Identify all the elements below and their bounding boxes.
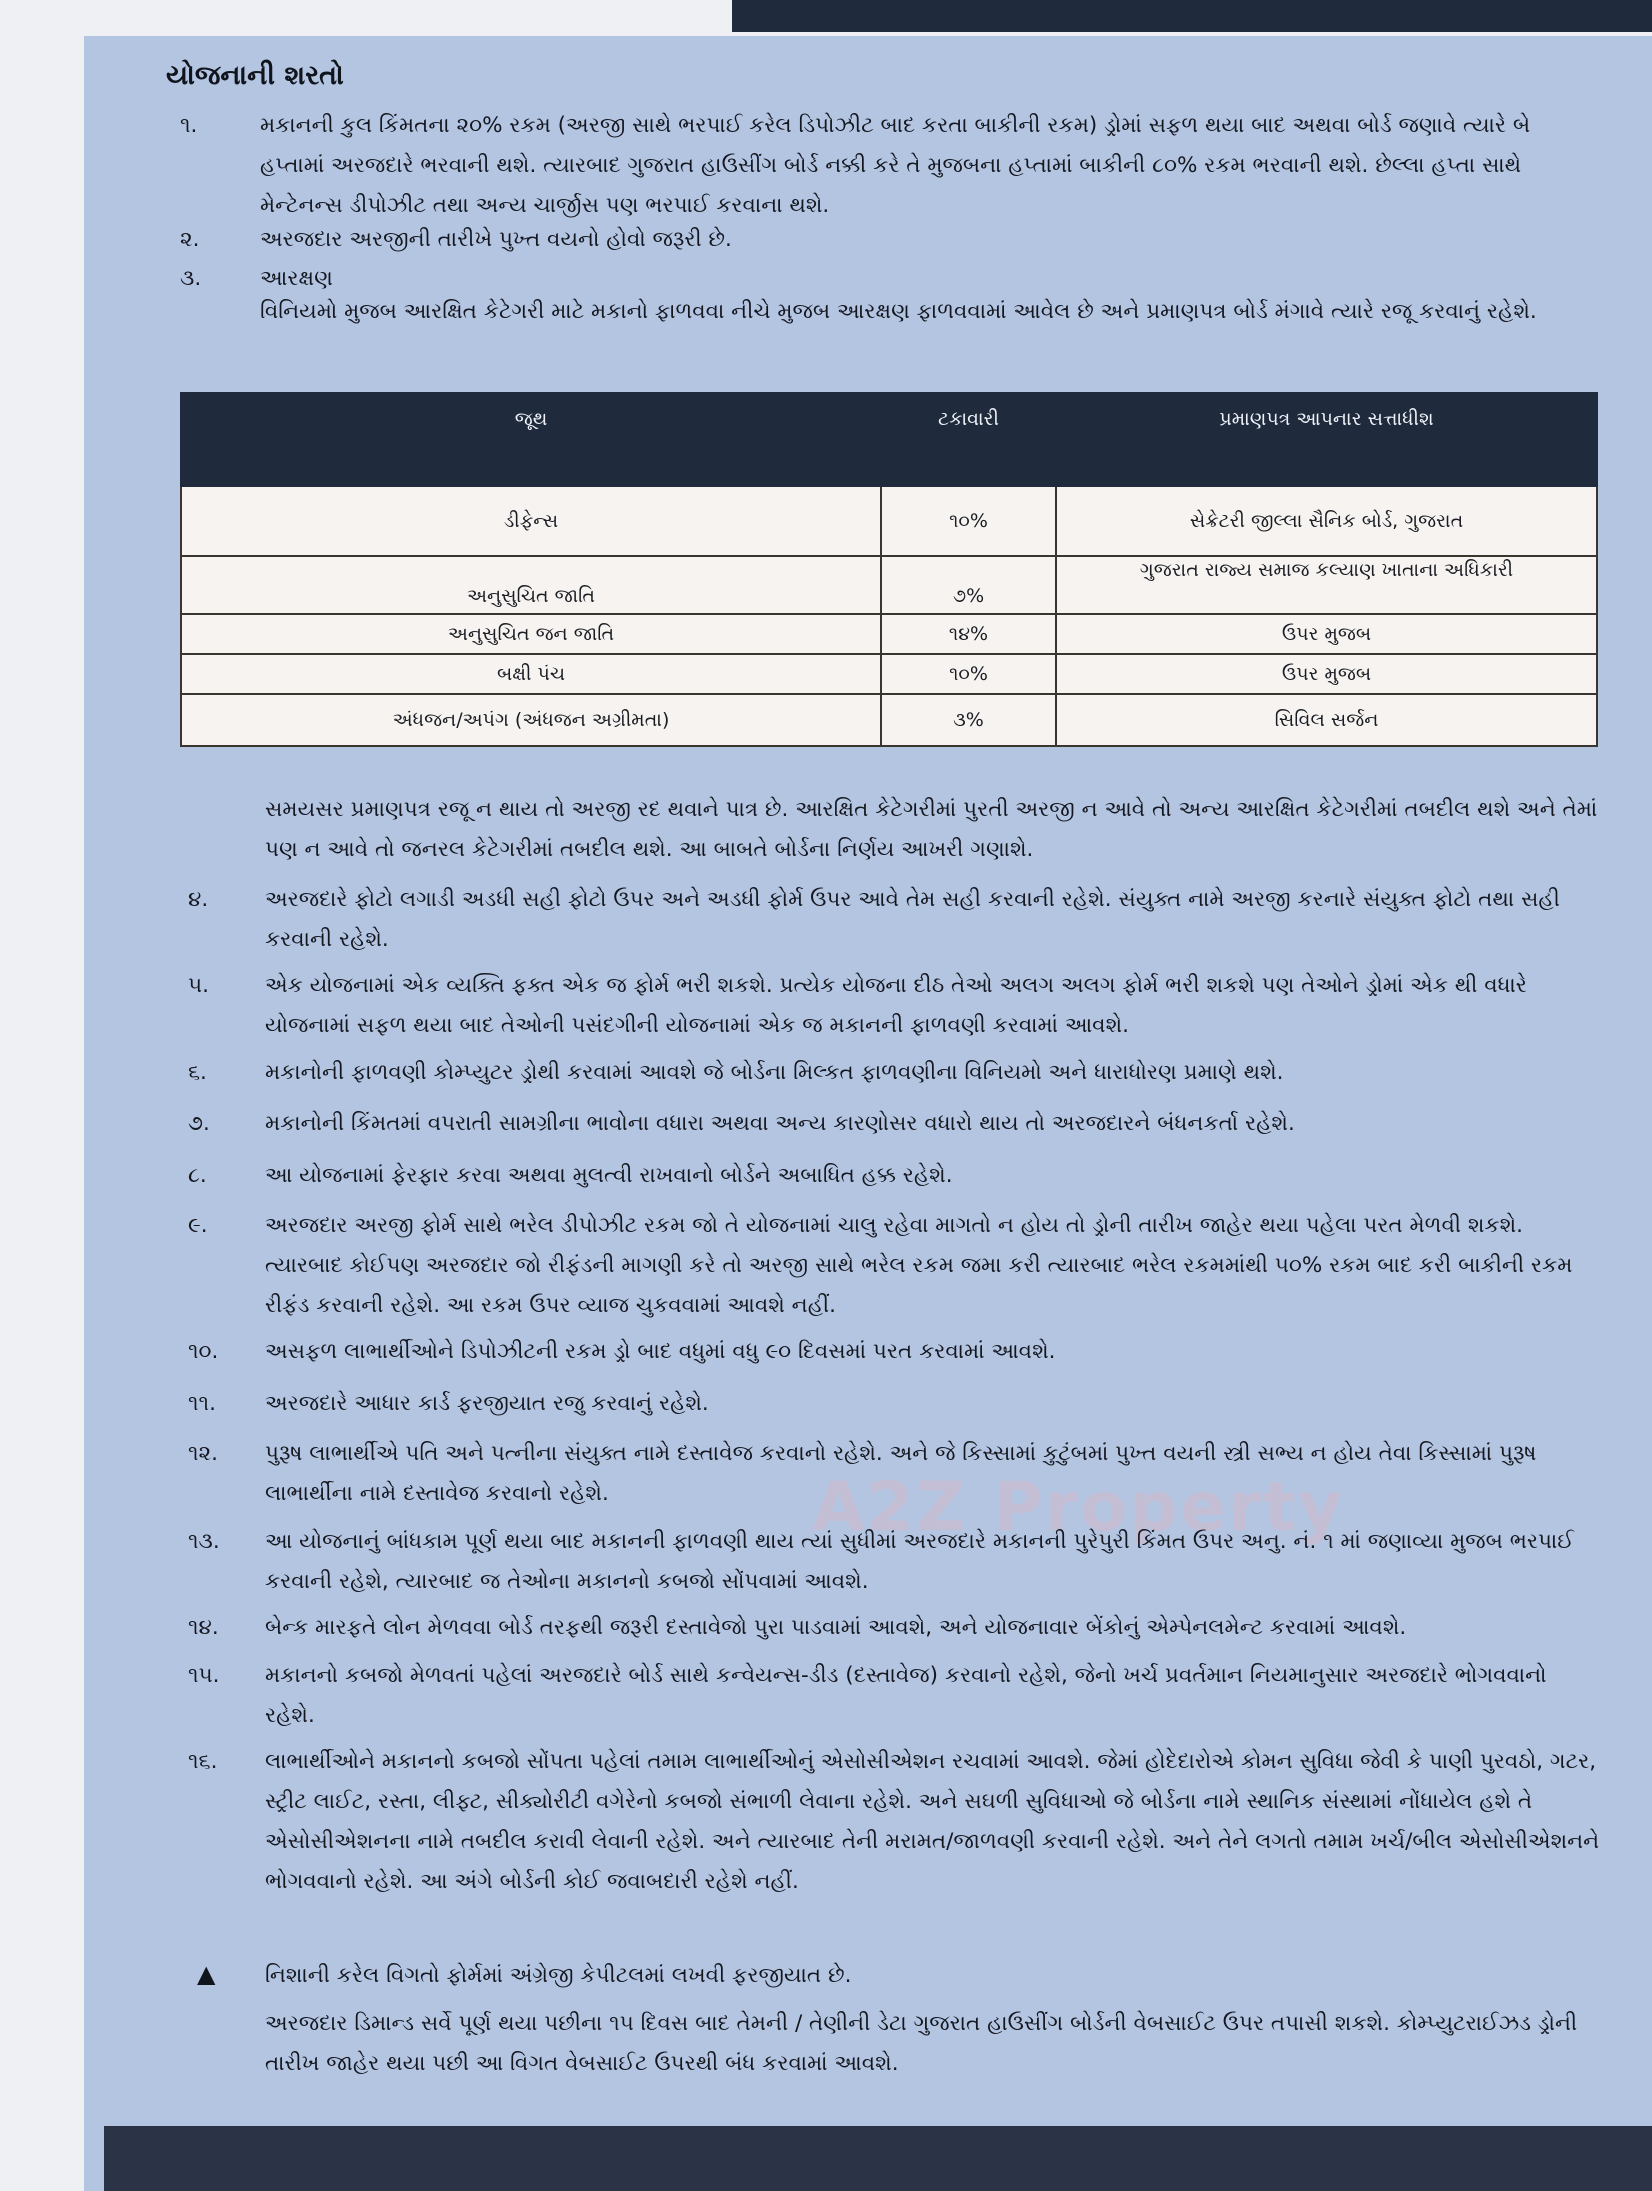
term-text: અરજદારે આધાર કાર્ડ ફરજીયાત રજુ કરવાનું રહેશે.: [265, 1391, 709, 1416]
term-text: બેન્ક મારફતે લોન મેળવવા બોર્ડ તરફથી જરૂરી દસ્તાવેજો પુરા પાડવામાં આવશે, અને યોજનાવાર બેંકોનું એમ્પેનલમેન્ટ કરવામાં આવશે.: [265, 1615, 1407, 1640]
header-group: જૂથ: [181, 393, 881, 486]
term-text: એક યોજનામાં એક વ્યક્તિ ફક્ત એક જ ફોર્મ ભરી શકશે. પ્રત્યેક યોજના દીઠ તેઓ અલગ અલગ ફોર્મ ભરી શકશે પણ તેઓને ડ્રોમાં એક થી વધારે યોજનામાં સફળ થયા બાદ તેઓની પસંદગીની યોજનામાં એક જ મકાનની ફાળવણી કરવામાં આવશે.: [265, 973, 1527, 1038]
term-text: અરજદારે ફોટો લગાડી અડધી સહી ફોટો ઉપર અને અડધી ફોર્મ ઉપર આવે તેમ સહી કરવાની રહેશે. સંયુક્ત નામે અરજી કરનારે સંયુક્ત ફોટો તથા સહી કરવાની રહેશે.: [265, 887, 1560, 952]
term-text: લાભાર્થીઓને મકાનનો કબજો સોંપતા પહેલાં તમામ લાભાર્થીઓનું એસોસીએશન રચવામાં આવશે. જેમાં હોદેદારોએ કોમન સુવિધા જેવી કે પાણી પુરવઠો, ગટર, સ્ટ્રીટ લાઈટ, રસ્તા, લીફ્ટ, સીક્યોરીટી વગેરેનો કબજો સંભાળી લેવાના રહેશે. અને સઘળી સુવિધાઓ જે બોર્ડના નામે સ્થાનિક સંસ્થામાં નોંધાયેલ હશે તે એસોસીએશનના નામે તબદીલ કરાવી લેવાની રહેશે. અને ત્યારબાદ તેની મરામત/જાળવણી કરવાની રહેશે. અને તેને લગતો તમામ ખર્ચ/બીલ એસોસીએશનને ભોગવવાનો રહેશે. આ અંગે બોર્ડની કોઈ જવાબદારી રહેશે નહીં.: [265, 1749, 1600, 1894]
cell-percent: ૧૪%: [881, 614, 1056, 654]
term-text: મકાનની કુલ કિંમતના ૨૦% રકમ (અરજી સાથે ભરપાઈ કરેલ ડિપોઝીટ બાદ કરતા બાકીની રકમ) ડ્રોમાં સફળ થયા બાદ અથવા બોર્ડ જણાવે ત્યારે બે હપ્તામાં અરજદારે ભરવાની થશે. ત્યારબાદ ગુજરાત હાઉસીંગ બોર્ડ નક્કી કરે તે મુજબના હપ્તામાં બાકીની ૮૦% રકમ ભરવાની થશે. છેલ્લા હપ્તા સાથે મેન્ટેનન્સ ડીપોઝીટ તથા અન્ય ચાર્જીસ પણ ભરપાઈ કરવાના થશે.: [260, 113, 1531, 218]
watermark: A2Z Property: [812, 1468, 1345, 1547]
term-number: ૧૨.: [188, 1441, 218, 1466]
top-decorative-bar: [732, 0, 1652, 32]
cell-group: બક્ષી પંચ: [181, 654, 881, 694]
page-heading: યોજનાની શરતો: [166, 60, 344, 91]
term-text: પુરૂષ લાભાર્થીએ પતિ અને પત્નીના સંયુક્ત નામે દસ્તાવેજ કરવાનો રહેશે. અને જે કિસ્સામાં કુટુંબમાં પુખ્ત વયની સ્ત્રી સભ્ય ન હોય તેવા કિસ્સામાં પુરૂષ લાભાર્થીના નામે દસ્તાવેજ કરવાનો રહેશે.: [265, 1441, 1537, 1506]
term-number: ૬.: [188, 1060, 207, 1085]
bottom-decorative-bar: [104, 2126, 1652, 2191]
table-row: [181, 614, 1597, 654]
cell-group: અંધજન/અપંગ (અંધજન અગ્રીમતા): [181, 694, 881, 746]
term-number: ૩.: [180, 266, 202, 291]
note-text: અરજદાર ડિમાન્ડ સર્વે પૂર્ણ થયા પછીના ૧૫ દિવસ બાદ તેમની / તેણીની ડેટા ગુજરાત હાઉસીંગ બોર્ડની વેબસાઈટ ઉપર તપાસી શકશે. કોમ્પ્યુટરાઈઝડ ડ્રોની તારીખ જાહેર થયા પછી આ વિગત વેબસાઈટ ઉપરથી બંધ કરવામાં આવશે.: [265, 2011, 1578, 2076]
term-text: મકાનોની કિંમતમાં વપરાતી સામગ્રીના ભાવોના વધારા અથવા અન્ય કારણોસર વધારો થાય તો અરજદારને બંધનકર્તા રહેશે.: [265, 1111, 1295, 1136]
table-header-row: [181, 393, 1597, 486]
table-row: [181, 694, 1597, 746]
table-row: [181, 556, 1597, 614]
term-text: અરજદાર અરજી ફોર્મ સાથે ભરેલ ડીપોઝીટ રકમ જો તે યોજનામાં ચાલુ રહેવા માગતો ન હોય તો ડ્રોની તારીખ જાહેર થયા પહેલા પરત મેળવી શકશે. ત્યારબાદ કોઈપણ અરજદાર જો રીફંડની માગણી કરે તો અરજી સાથે ભરેલ રકમ જમા કરી ત્યારબાદ ભરેલ રકમમાંથી ૫૦% રકમ બાદ કરી બાકીની રકમ રીફંડ કરવાની રહેશે. આ રકમ ઉપર વ્યાજ ચુકવવામાં આવશે નહીં.: [265, 1213, 1573, 1318]
cell-group: અનુસુચિત જન જાતિ: [181, 614, 881, 654]
term-text: સમયસર પ્રમાણપત્ર રજૂ ન થાય તો અરજી રદ થવાને પાત્ર છે. આરક્ષિત કેટેગરીમાં પુરતી અરજી ન આવે તો અન્ય આરક્ષિત કેટેગરીમાં તબદીલ થશે અને તેમાં પણ ન આવે તો જનરલ કેટેગરીમાં તબદીલ થશે. આ બાબતે બોર્ડના નિર્ણય આખરી ગણાશે.: [265, 797, 1598, 862]
cell-percent: ૧૦%: [881, 654, 1056, 694]
term-text: અરજદાર અરજીની તારીખે પુખ્ત વયનો હોવો જરૂરી છે.: [260, 227, 732, 252]
cell-authority: ઉપર મુજબ: [1056, 614, 1597, 654]
term-number: ૧૧.: [188, 1391, 216, 1416]
table-row: [181, 654, 1597, 694]
term-number: ૭.: [188, 1111, 210, 1136]
header-authority: પ્રમાણપત્ર આપનાર સત્તાધીશ: [1056, 393, 1597, 486]
reservation-table: [180, 392, 1598, 747]
header-percent: ટકાવારી: [881, 393, 1056, 486]
term-number: ૧૬.: [188, 1749, 218, 1774]
table-row: [181, 486, 1597, 556]
term-number: ૧૩.: [188, 1529, 220, 1554]
term-number: ૧.: [180, 113, 198, 138]
cell-group: ડીફેન્સ: [181, 486, 881, 556]
cell-percent: ૭%: [881, 556, 1056, 614]
cell-group: અનુસુચિત જાતિ: [181, 556, 881, 614]
term-text: આ યોજનાનું બાંધકામ પૂર્ણ થયા બાદ મકાનની ફાળવણી થાય ત્યાં સુધીમાં અરજદારે મકાનની પુરેપુરી કિંમત ઉપર અનુ. નં. ૧ માં જણાવ્યા મુજબ ભરપાઈ કરવાની રહેશે, ત્યારબાદ જ તેઓના મકાનનો કબજો સોંપવામાં આવશે.: [265, 1529, 1574, 1594]
term-number: ૧૦.: [188, 1339, 219, 1364]
term-text: મકાનોની ફાળવણી કોમ્પ્યુટર ડ્રોથી કરવામાં આવશે જે બોર્ડના મિલ્કત ફાળવણીના વિનિયમો અને ધારાધોરણ પ્રમાણે થશે.: [265, 1060, 1284, 1085]
term-text: વિનિયમો મુજબ આરક્ષિત કેટેગરી માટે મકાનો ફાળવવા નીચે મુજબ આરક્ષણ ફાળવવામાં આવેલ છે અને પ્રમાણપત્ર બોર્ડ મંગાવે ત્યારે રજૂ કરવાનું રહેશે.: [260, 299, 1537, 324]
term-number: ૯.: [188, 1213, 208, 1238]
note-text: નિશાની કરેલ વિગતો ફોર્મમાં અંગ્રેજી કેપીટલમાં લખવી ફરજીયાત છે.: [265, 1963, 852, 1988]
cell-authority: સિવિલ સર્જન: [1056, 694, 1597, 746]
cell-authority: ગુજરાત રાજ્ય સમાજ કલ્યાણ ખાતાના અધિકારી: [1056, 556, 1597, 614]
triangle-marker-icon: ▲: [197, 1960, 216, 1988]
term-number: ૫.: [188, 973, 209, 998]
term-text: અસફળ લાભાર્થીઓને ડિપોઝીટની રકમ ડ્રો બાદ વધુમાં વધુ ૯૦ દિવસમાં પરત કરવામાં આવશે.: [265, 1339, 1056, 1364]
term-number: ૮.: [188, 1163, 207, 1188]
term-number: ૧૪.: [188, 1615, 219, 1640]
cell-percent: ૩%: [881, 694, 1056, 746]
term-number: ૪.: [188, 887, 209, 912]
term-text: આરક્ષણ: [260, 266, 333, 291]
term-number: ૧૫.: [188, 1663, 220, 1688]
cell-authority: ઉપર મુજબ: [1056, 654, 1597, 694]
term-number: ૨.: [180, 227, 200, 252]
cell-percent: ૧૦%: [881, 486, 1056, 556]
term-text: મકાનનો કબજો મેળવતાં પહેલાં અરજદારે બોર્ડ સાથે કન્વેયન્સ-ડીડ (દસ્તાવેજ) કરવાનો રહેશે, જેનો ખર્ચ પ્રવર્તમાન નિયમાનુસાર અરજદારે ભોગવવાનો રહેશે.: [265, 1663, 1547, 1728]
cell-authority: સેક્રેટરી જીલ્લા સૈનિક બોર્ડ, ગુજરાત: [1056, 486, 1597, 556]
term-text: આ યોજનામાં ફેરફાર કરવા અથવા મુલત્વી રાખવાનો બોર્ડને અબાધિત હક્ક રહેશે.: [265, 1163, 953, 1188]
